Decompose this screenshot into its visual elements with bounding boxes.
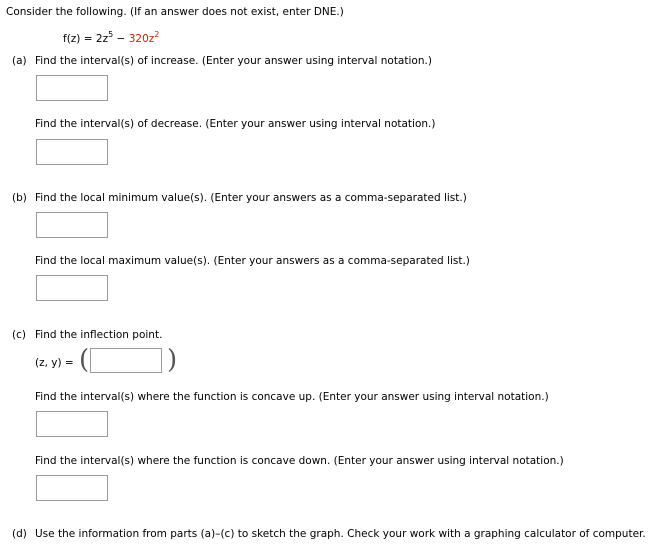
part-a-question-increase: Find the interval(s) of increase. (Enter your answer using interval notation.) [35,55,432,67]
part-d-tag: (d) [12,528,27,540]
part-c-tag: (c) [12,329,26,341]
close-paren: ) [167,345,178,375]
function-term2: 320z [128,33,155,45]
decrease-interval-input[interactable] [36,139,108,165]
part-a-question-decrease: Find the interval(s) of decrease. (Enter your answer using interval notation.) [35,118,436,130]
local-max-input[interactable] [36,275,108,301]
part-b-tag: (b) [12,192,27,204]
concave-down-input[interactable] [36,475,108,501]
part-b-question-min: Find the local minimum value(s). (Enter your answers as a comma-separated list.) [35,192,467,204]
local-min-input[interactable] [36,212,108,238]
function-exp1: 5 [108,30,114,39]
function-lhs: f(z) [63,33,81,45]
open-paren: ( [79,345,90,375]
inflection-point-input[interactable] [90,348,162,373]
increase-interval-input[interactable] [36,75,108,101]
function-minus: − [116,33,126,45]
part-c-question-concave-down: Find the interval(s) where the function is concave down. (Enter your answer using interval notation.) [35,455,564,467]
part-b-question-max: Find the local maximum value(s). (Enter your answers as a comma-separated list.) [35,255,470,267]
intro-text: Consider the following. (If an answer does not exist, enter DNE.) [6,6,344,18]
point-label: (z, y) = [35,357,74,369]
part-c-question-inflection: Find the inflection point. [35,329,163,341]
part-c-question-concave-up: Find the interval(s) where the function is concave up. (Enter your answer using interval notation.) [35,391,549,403]
part-a-tag: (a) [12,55,27,67]
function-definition [63,30,159,45]
function-exp2: 2 [154,30,160,39]
function-term1: 2z [95,33,109,45]
part-d-question-sketch: Use the information from parts (a)–(c) to sketch the graph. Check your work with a graphing calculator of computer. [35,528,646,540]
concave-up-input[interactable] [36,411,108,437]
function-equals: = [83,33,93,45]
